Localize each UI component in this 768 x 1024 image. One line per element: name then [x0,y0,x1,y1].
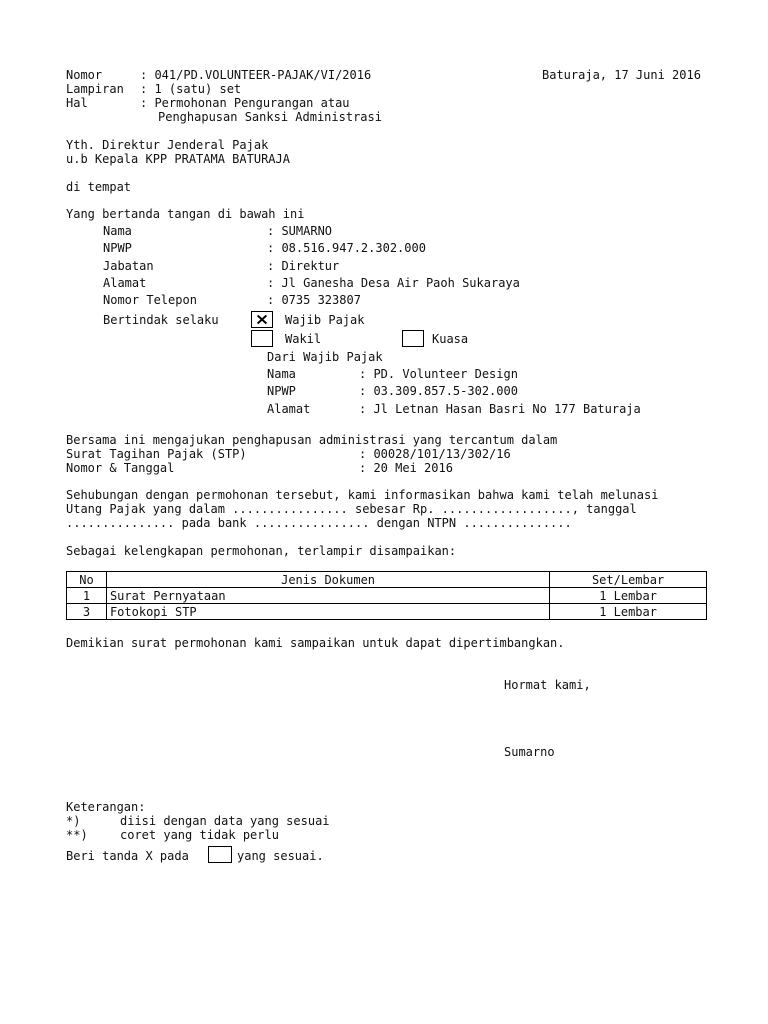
row-set-lembar: 1 Lembar [550,604,707,620]
row-jenis-dokumen: Surat Pernyataan [106,588,549,604]
alamat-label: Alamat [103,276,147,290]
paragraph2-line3: ............... pada bank ................ dengan NTPN ............... [66,516,572,530]
table-row [67,588,707,604]
row-no: 1 [67,588,107,604]
hormat-kami: Hormat kami, [504,678,591,692]
note2-text: coret yang tidak perlu [120,828,279,842]
tanggal-label: Nomor & Tanggal [66,461,175,475]
wajib-pajak-checkbox[interactable] [251,311,273,328]
wakil-label: Wakil [285,332,322,346]
hal-value-line1: : Permohonan Pengurangan atau [140,96,350,110]
table-header-row [67,572,707,588]
lampiran-value: : 1 (satu) set [140,82,242,96]
alamat-value: : Jl Ganesha Desa Air Paoh Sukaraya [267,276,520,290]
table-row [67,604,707,620]
beri-tanda-text: Beri tanda X pada [66,849,189,863]
bertindak-label: Bertindak selaku [103,313,219,327]
kuasa-label: Kuasa [432,332,469,346]
column-header-jenis-dokumen: Jenis Dokumen [106,572,549,588]
documents-table [66,571,707,620]
hal-value-line2: Penghapusan Sanksi Administrasi [158,110,382,124]
sample-checkbox [208,846,232,863]
stp-label: Surat Tagihan Pajak (STP) [66,447,247,461]
tanggal-value: : 20 Mei 2016 [359,461,453,475]
paragraph2-line1: Sehubungan dengan permohonan tersebut, kami informasikan bahwa kami telah melunasi [66,488,659,502]
paragraph2-line2: Utang Pajak yang dalam ................ sebesar Rp. .................., tanggal [66,502,637,516]
wp-npwp-label: NPWP [267,384,296,398]
recipient-line1: Yth. Direktur Jenderal Pajak [66,138,269,152]
hal-label: Hal [66,96,88,110]
column-header-set-lembar: Set/Lembar [550,572,707,588]
signer-intro: Yang bertanda tangan di bawah ini [66,207,305,221]
telepon-label: Nomor Telepon [103,293,197,307]
keterangan-title: Keterangan: [66,800,146,814]
nama-label: Nama [103,224,132,238]
telepon-value: : 0735 323807 [267,293,361,307]
x-mark-icon [252,312,272,327]
note1-mark: *) [66,814,81,828]
paragraph3: Sebagai kelengkapan permohonan, terlampir disampaikan: [66,544,457,558]
recipient-place: di tempat [66,180,132,194]
wp-alamat-value: : Jl Letnan Hasan Basri No 177 Baturaja [359,402,641,416]
jabatan-label: Jabatan [103,259,154,273]
note2-mark: **) [66,828,88,842]
wajib-pajak-label: Wajib Pajak [285,313,365,327]
column-header-no: No [67,572,107,588]
row-jenis-dokumen: Fotokopi STP [106,604,549,620]
dari-wajib-pajak: Dari Wajib Pajak [267,350,383,364]
wp-nama-label: Nama [267,367,296,381]
paragraph1-line1: Bersama ini mengajukan penghapusan administrasi yang tercantum dalam [66,433,558,447]
wp-nama-value: : PD. Volunteer Design [359,367,518,381]
signer-name: Sumarno [504,745,555,759]
nomor-label: Nomor [66,68,103,82]
nomor-value: : 041/PD.VOLUNTEER-PAJAK/VI/2016 [140,68,372,82]
row-set-lembar: 1 Lembar [550,588,707,604]
kuasa-checkbox[interactable] [402,330,424,347]
yang-sesuai-text: yang sesuai. [237,849,324,863]
jabatan-value: : Direktur [267,259,340,273]
npwp-label: NPWP [103,241,132,255]
recipient-line2: u.b Kepala KPP PRATAMA BATURAJA [66,152,290,166]
nama-value: : SUMARNO [267,224,333,238]
wp-npwp-value: : 03.309.857.5-302.000 [359,384,518,398]
row-no: 3 [67,604,107,620]
npwp-value: : 08.516.947.2.302.000 [267,241,426,255]
note1-text: diisi dengan data yang sesuai [120,814,330,828]
wp-alamat-label: Alamat [267,402,311,416]
lampiran-label: Lampiran [66,82,124,96]
closing-sentence: Demikian surat permohonan kami sampaikan untuk dapat dipertimbangkan. [66,636,565,650]
place-date: Baturaja, 17 Juni 2016 [542,68,701,82]
stp-value: : 00028/101/13/302/16 [359,447,511,461]
wakil-checkbox[interactable] [251,330,273,347]
